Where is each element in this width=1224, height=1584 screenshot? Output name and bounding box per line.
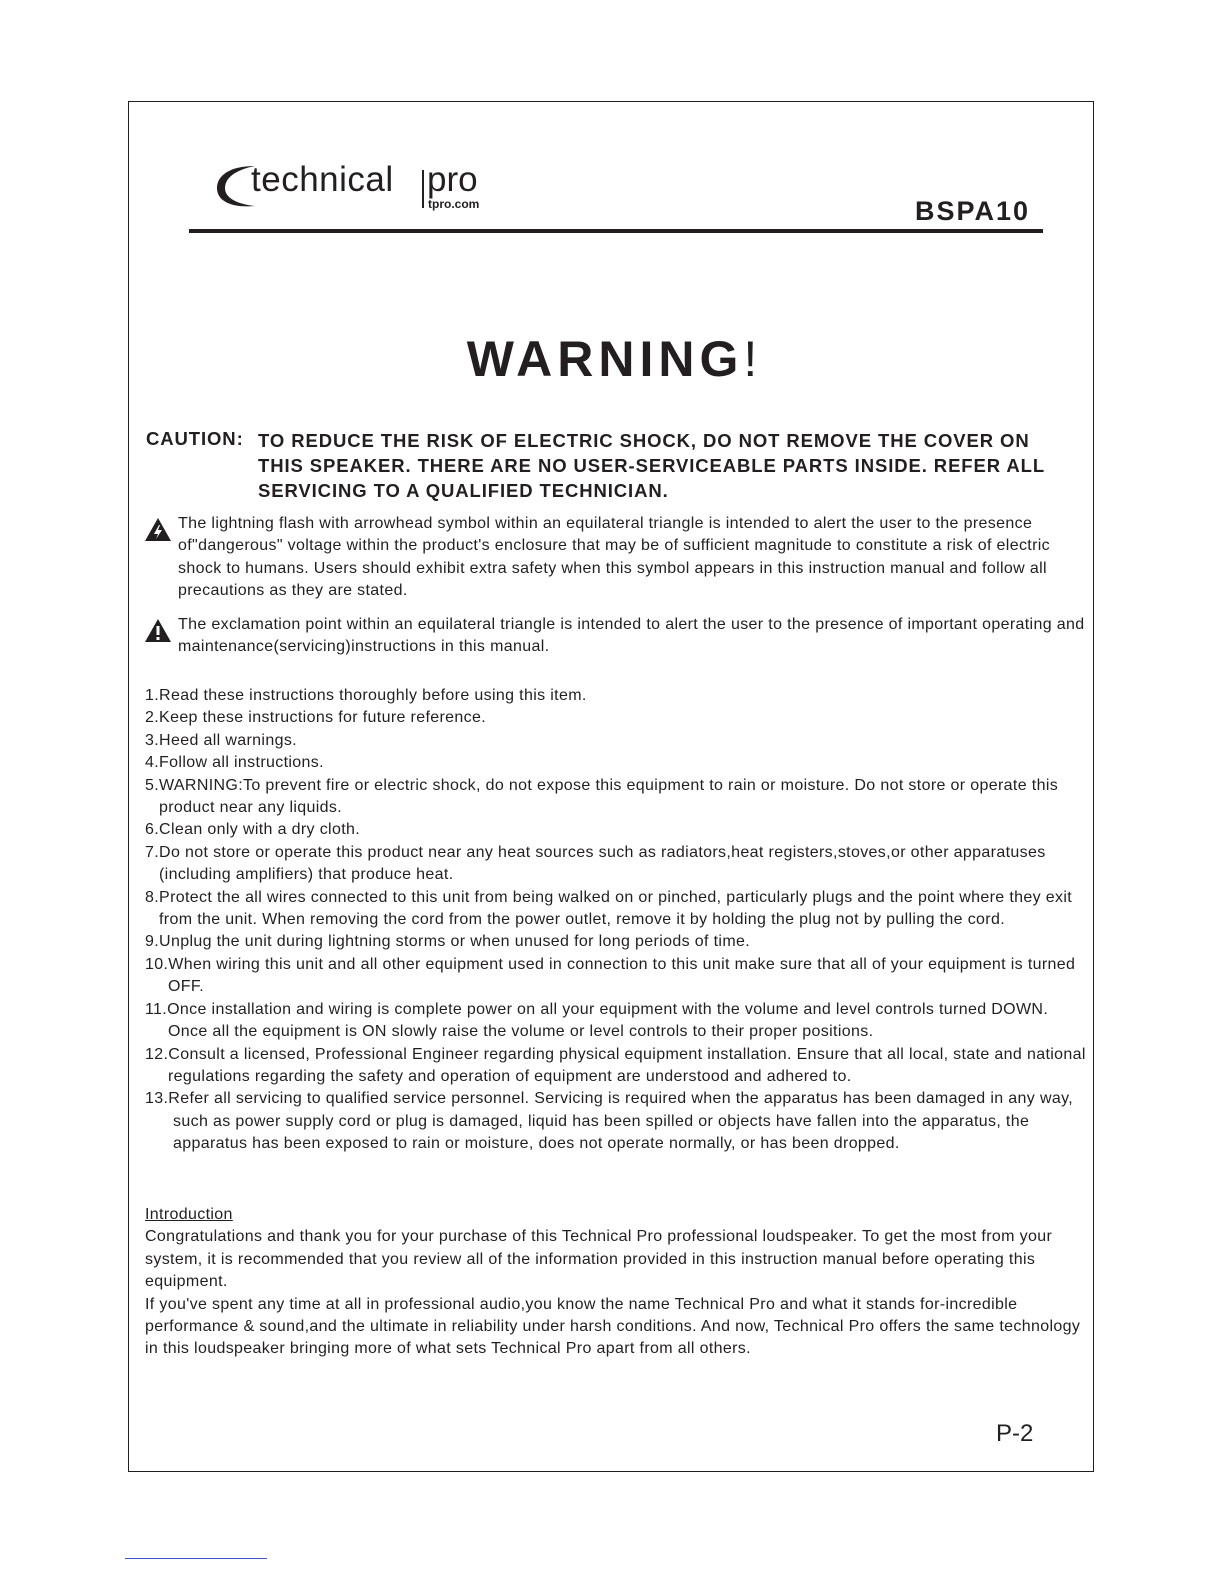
- instruction-item: 7.Do not store or operate this product near any heat sources such as radiators,heat registers,stoves,or other apparatuses (including amplifiers) that produce heat.: [145, 843, 1046, 884]
- instruction-item: 5.WARNING:To prevent fire or electric shock, do not expose this equipment to rain or moisture. Do not store or operate this product near any liquids.: [145, 776, 1059, 817]
- warning-title-text: WARNING: [466, 331, 744, 387]
- safety-instructions-list: [145, 685, 1090, 1156]
- warning-exclamation: !: [743, 331, 758, 387]
- exclamation-symbol-note: [144, 614, 1089, 659]
- technical-pro-logo: [215, 158, 505, 214]
- instruction-item: 10.When wiring this unit and all other equipment used in connection to this unit make sure that all of your equipment is turned OFF.: [145, 955, 1076, 996]
- introduction-heading: Introduction: [145, 1206, 233, 1223]
- warning-heading: [0, 330, 1224, 388]
- introduction-paragraph: Congratulations and thank you for your purchase of this Technical Pro professional loudspeaker. To get the most from your system, it is recommended that you review all of the information provided in this instruction manual before operating this equipment.: [145, 1228, 1053, 1291]
- instruction-item: 8.Protect the all wires connected to this unit from being walked on or pinched, particularly plugs and the point where they exit from the unit. When removing the cord from the power outlet, remove it by holding the plug not by pulling the cord.: [145, 888, 1073, 929]
- exclamation-symbol-text: The exclamation point within an equilateral triangle is intended to alert the user to the presence of important operating and maintenance(servicing)instructions in this manual.: [178, 616, 1085, 656]
- instruction-item: 9.Unplug the unit during lightning storms or when unused for long periods of time.: [145, 933, 751, 951]
- exclamation-triangle-icon: [144, 618, 172, 643]
- lightning-symbol-text: The lightning flash with arrowhead symbol within an equilateral triangle is intended to alert the user to the presence of"dangerous" voltage within the product's enclosure that may be of sufficient magnitude to constitute a risk of electric shock to humans. Users should exhibit extra safety when this symbol appears in this instruction manual and follow all precautions as they are stated.: [178, 515, 1051, 599]
- introduction-section: [145, 1204, 1095, 1361]
- instruction-item: 3.Heed all warnings.: [145, 731, 297, 749]
- instruction-item: 1.Read these instructions thoroughly before using this item.: [145, 687, 587, 704]
- logo-wordmark: technical: [251, 160, 394, 199]
- instruction-item: 11.Once installation and wiring is complete power on all your equipment with the volume and level controls turned DOWN. Once all the equipment is ON slowly raise the volume or level controls to their proper positions.: [145, 1000, 1049, 1041]
- model-number: BSPA10: [914, 196, 1030, 226]
- introduction-paragraph: If you've spent any time at all in professional audio,you know the name Technical Pro and what it stands for-incredible performance & sound,and the ultimate in reliability under harsh conditions. And now, Technical Pro offers the same technology in this loudspeaker bringing more of what sets Technical Pro apart from all others.: [145, 1295, 1081, 1358]
- instruction-item: 12.Consult a licensed, Professional Engineer regarding physical equipment installation. Ensure that all local, state and national regulations regarding the safety and operation of equipment are understood and adhered to.: [145, 1045, 1086, 1085]
- header-divider: [189, 229, 1043, 233]
- caution-text: TO REDUCE THE RISK OF ELECTRIC SHOCK, DO NOT REMOVE THE COVER ON THIS SPEAKER. THERE ARE NO USER-SERVICEABLE PARTS INSIDE. REFER ALL SERVICING TO A QUALIFIED TECHNICIAN.: [258, 430, 1045, 501]
- logo-separator: [422, 170, 424, 208]
- instruction-item: 4.Follow all instructions.: [145, 754, 324, 772]
- page-number: P-2: [996, 1420, 1034, 1447]
- footnote-rule: [125, 1558, 267, 1559]
- instruction-item: 2.Keep these instructions for future reference.: [145, 709, 487, 727]
- logo-pro: pro: [427, 160, 478, 199]
- instruction-item: 13.Refer all servicing to qualified service personnel. Servicing is required when the apparatus has been damaged in any way, such as power supply cord or plug is damaged, liquid has been spilled or objects have fallen into the apparatus, the apparatus has been exposed to rain or moisture, does not operate normally, or has been dropped.: [145, 1090, 1074, 1153]
- lightning-symbol-note: [144, 513, 1089, 602]
- lightning-triangle-icon: [144, 517, 172, 542]
- caution-label: CAUTION:: [146, 428, 244, 449]
- logo-url: tpro.com: [428, 197, 480, 211]
- instruction-item: 6.Clean only with a dry cloth.: [145, 821, 361, 839]
